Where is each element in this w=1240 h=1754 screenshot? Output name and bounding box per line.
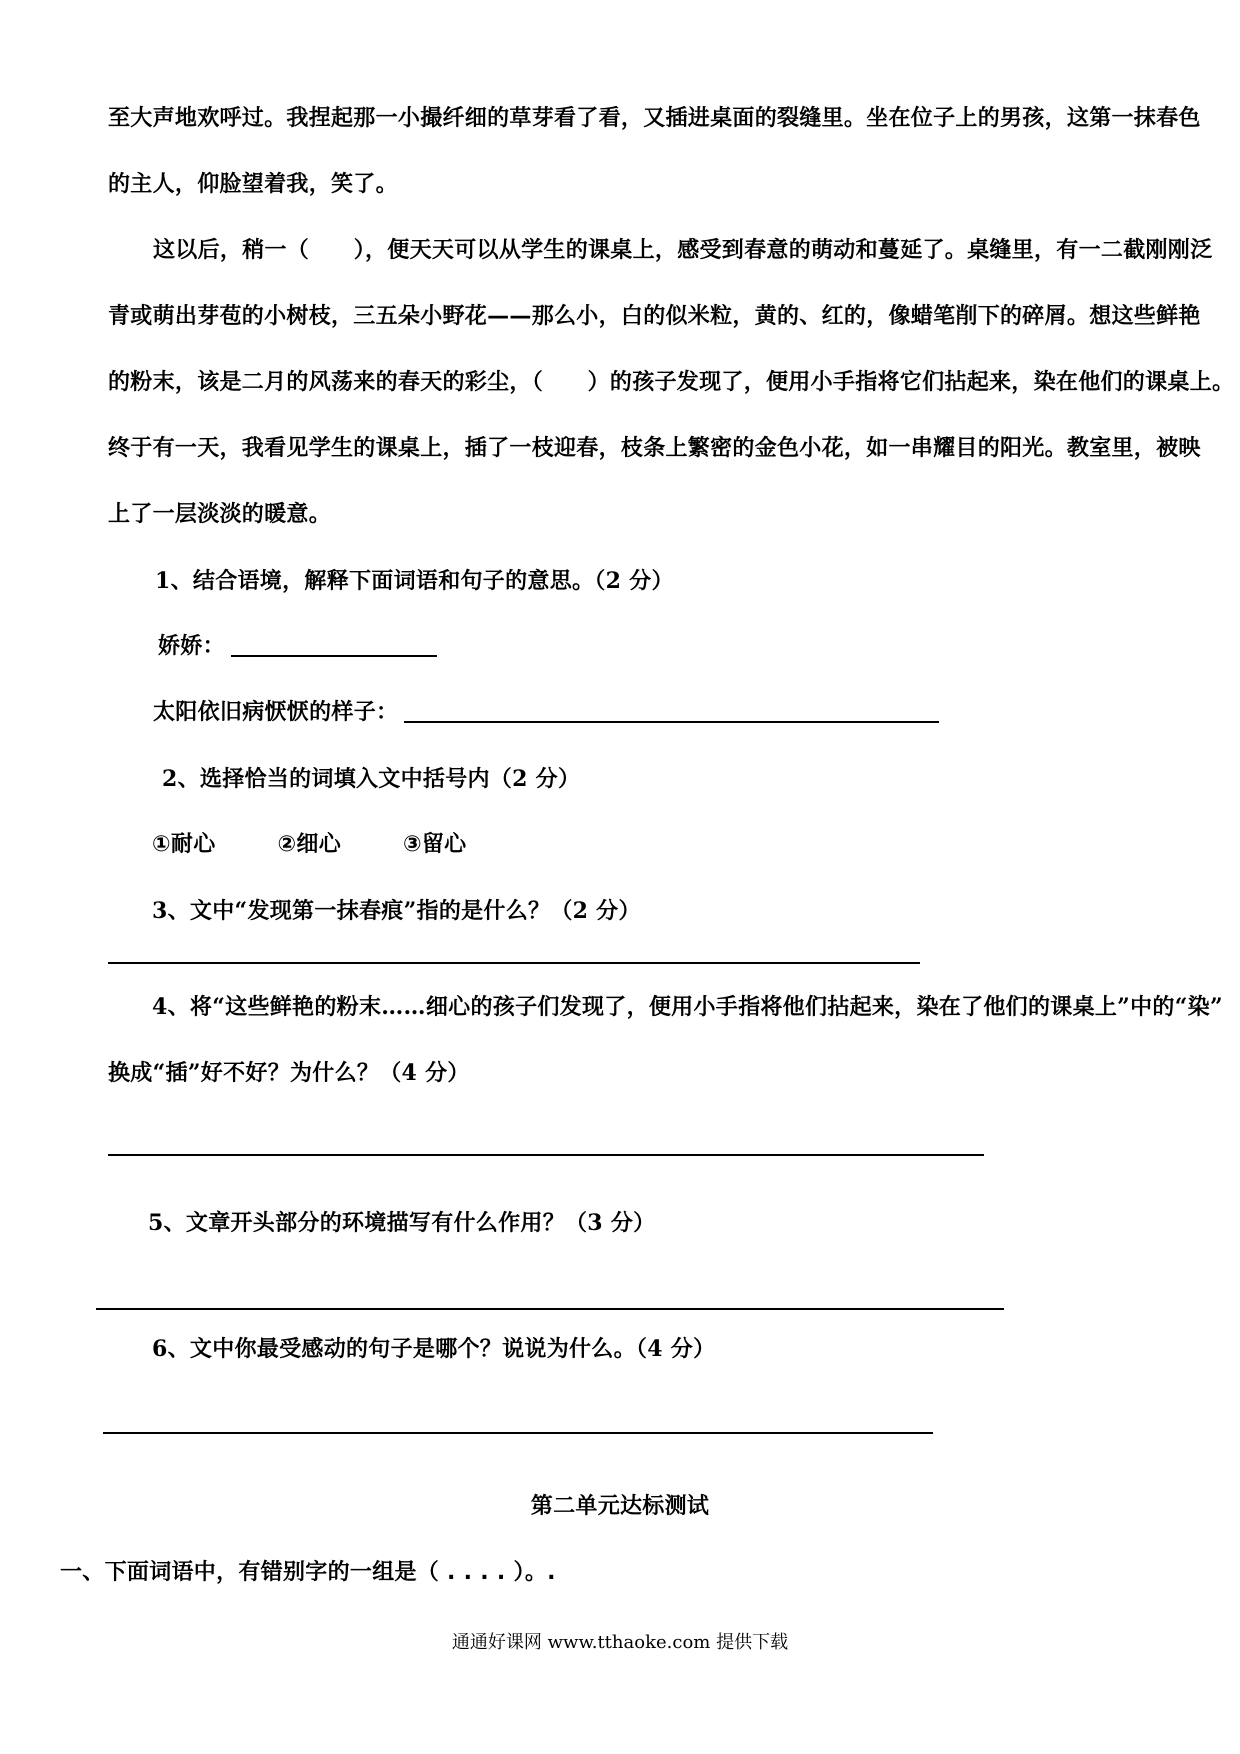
answer-line-1b[interactable] xyxy=(404,721,939,723)
answer-line-5[interactable] xyxy=(96,1308,1004,1310)
question-6: 6、文中你最受感动的句子是哪个？说说为什么。（4 分） xyxy=(152,1336,716,1362)
page-footer: 通通好课网 www.tthaoke.com 提供下载 xyxy=(451,1632,789,1653)
question-1a-label: 娇娇： xyxy=(158,634,225,659)
answer-line-4[interactable] xyxy=(108,1154,984,1156)
question-4-line-1: 4、将“这些鲜艳的粉末……细心的孩子们发现了，便用小手指将他们拈起来，染在了他们的课桌上”中的“染” xyxy=(152,994,1223,1020)
option-1: ①耐心 xyxy=(152,832,216,857)
question-1: 1、结合语境，解释下面词语和句子的意思。（2 分） xyxy=(155,568,674,594)
option-2: ②细心 xyxy=(277,832,341,857)
answer-line-6[interactable] xyxy=(103,1432,933,1434)
question-3: 3、文中“发现第一抹春痕”指的是什么？（2 分） xyxy=(152,898,641,924)
passage-line-3: 这以后，稍一（ ），便天天可以从学生的课桌上，感受到春意的萌动和蔓延了。桌缝里，有一二截刚刚泛 xyxy=(153,238,1213,263)
answer-line-1a[interactable] xyxy=(231,655,437,657)
passage-line-6: 终于有一天，我看见学生的课桌上，插了一枝迎春，枝条上繁密的金色小花，如一串耀目的阳光。教室里，被映 xyxy=(108,436,1201,461)
section-title: 第二单元达标测试 xyxy=(530,1494,710,1519)
question-2-options xyxy=(152,830,466,860)
question-4-line-2: 换成“插”好不好？为什么？（4 分） xyxy=(108,1060,470,1086)
answer-line-3[interactable] xyxy=(108,962,920,964)
question-5: 5、文章开头部分的环境描写有什么作用？（3 分） xyxy=(148,1210,656,1236)
passage-line-5: 的粉末，该是二月的风荡来的春天的彩尘，（ ）的孩子发现了，便用小手指将它们拈起来，染在他们的课桌上。 xyxy=(108,370,1235,395)
question-1b xyxy=(153,698,939,728)
passage-line-4: 青或萌出芽苞的小树枝，三五朵小野花——那么小，白的似米粒，黄的、红的，像蜡笔削下的碎屑。想这些鲜艳 xyxy=(108,304,1201,329)
question-1b-label: 太阳依旧病恹恹的样子： xyxy=(153,700,399,725)
passage-line-2: 的主人，仰脸望着我，笑了。 xyxy=(108,172,398,197)
section-item-1: 一、下面词语中，有错别字的一组是（ . . . . ）。. xyxy=(60,1560,556,1585)
passage-line-7: 上了一层淡淡的暖意。 xyxy=(108,502,332,527)
option-3: ③留心 xyxy=(402,832,467,857)
question-1a xyxy=(158,632,437,662)
question-2: 2、选择恰当的词填入文中括号内（2 分） xyxy=(162,766,581,792)
passage-line-1: 至大声地欢呼过。我捏起那一小撮纤细的草芽看了看，又插进桌面的裂缝里。坐在位子上的男孩，这第一抹春色 xyxy=(108,106,1201,131)
